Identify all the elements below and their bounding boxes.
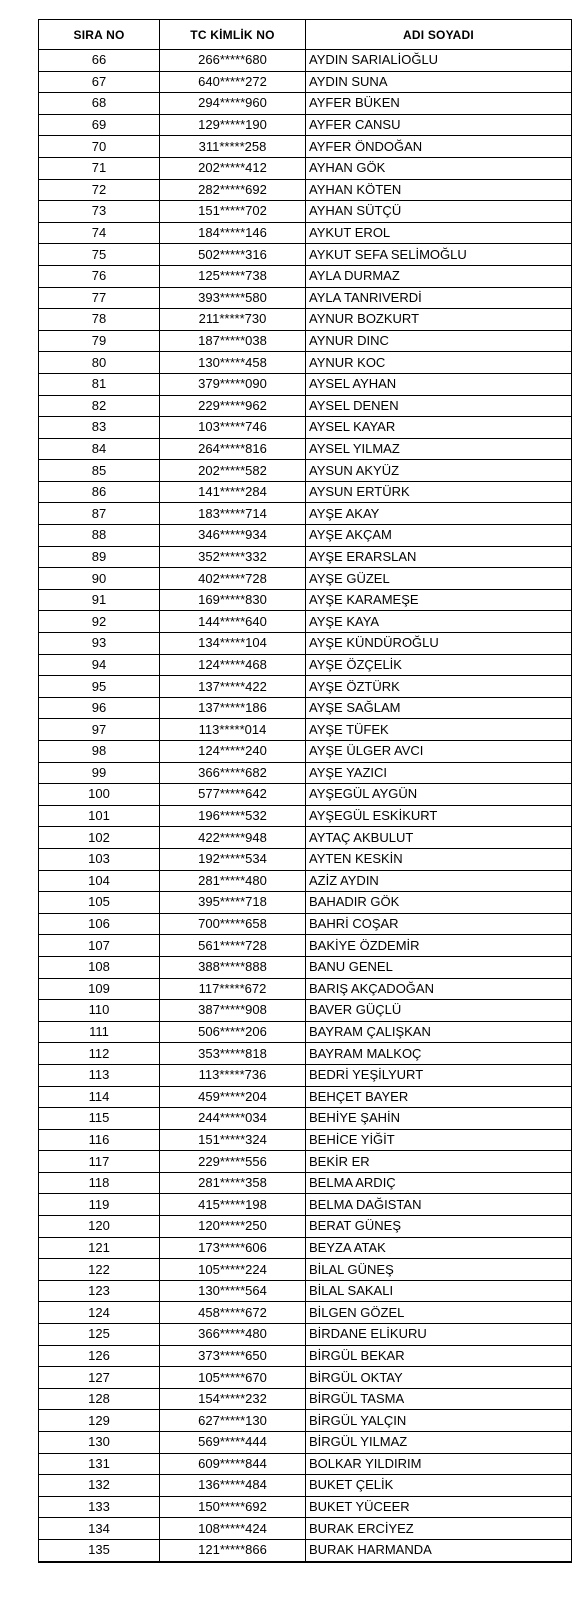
cell-adi-soyadi: AYŞE ÖZÇELİK (306, 654, 572, 676)
cell-sira-no: 93 (39, 633, 160, 655)
header-row (39, 20, 572, 50)
cell-sira-no: 114 (39, 1086, 160, 1108)
cell-sira-no: 68 (39, 93, 160, 115)
cell-sira-no: 67 (39, 71, 160, 93)
cell-tc-kimlik-no: 506*****206 (160, 1021, 306, 1043)
table-row (39, 309, 572, 331)
cell-adi-soyadi: AYŞE ÜLGER AVCI (306, 741, 572, 763)
table-row (39, 892, 572, 914)
cell-tc-kimlik-no: 229*****962 (160, 395, 306, 417)
cell-adi-soyadi: BİRGÜL TASMA (306, 1388, 572, 1410)
cell-tc-kimlik-no: 121*****866 (160, 1539, 306, 1561)
table-row (39, 1280, 572, 1302)
table-row (39, 741, 572, 763)
cell-adi-soyadi: AYLA DURMAZ (306, 265, 572, 287)
cell-tc-kimlik-no: 134*****104 (160, 633, 306, 655)
cell-sira-no: 76 (39, 265, 160, 287)
cell-sira-no: 96 (39, 697, 160, 719)
cell-tc-kimlik-no: 402*****728 (160, 568, 306, 590)
cell-adi-soyadi: AYDIN SUNA (306, 71, 572, 93)
cell-adi-soyadi: BANU GENEL (306, 956, 572, 978)
cell-tc-kimlik-no: 388*****888 (160, 956, 306, 978)
cell-sira-no: 133 (39, 1496, 160, 1518)
cell-adi-soyadi: BAYRAM ÇALIŞKAN (306, 1021, 572, 1043)
cell-tc-kimlik-no: 202*****582 (160, 460, 306, 482)
table-row (39, 784, 572, 806)
cell-sira-no: 104 (39, 870, 160, 892)
cell-tc-kimlik-no: 281*****358 (160, 1172, 306, 1194)
cell-sira-no: 110 (39, 1000, 160, 1022)
cell-tc-kimlik-no: 183*****714 (160, 503, 306, 525)
cell-tc-kimlik-no: 700*****658 (160, 913, 306, 935)
cell-tc-kimlik-no: 137*****186 (160, 697, 306, 719)
cell-tc-kimlik-no: 627*****130 (160, 1410, 306, 1432)
table-row (39, 589, 572, 611)
table-row (39, 848, 572, 870)
table-row (39, 1539, 572, 1561)
cell-adi-soyadi: BİLGEN GÖZEL (306, 1302, 572, 1324)
cell-sira-no: 98 (39, 741, 160, 763)
header-sira-no: SIRA NO (39, 20, 160, 50)
cell-tc-kimlik-no: 422*****948 (160, 827, 306, 849)
table-row (39, 525, 572, 547)
cell-sira-no: 107 (39, 935, 160, 957)
cell-sira-no: 131 (39, 1453, 160, 1475)
table-row (39, 935, 572, 957)
cell-tc-kimlik-no: 458*****672 (160, 1302, 306, 1324)
cell-adi-soyadi: AYŞEGÜL ESKİKURT (306, 805, 572, 827)
table-row (39, 568, 572, 590)
cell-sira-no: 81 (39, 373, 160, 395)
cell-sira-no: 73 (39, 201, 160, 223)
table-row (39, 93, 572, 115)
cell-adi-soyadi: BİRGÜL YILMAZ (306, 1432, 572, 1454)
table-row (39, 1043, 572, 1065)
cell-tc-kimlik-no: 137*****422 (160, 676, 306, 698)
cell-sira-no: 92 (39, 611, 160, 633)
cell-adi-soyadi: AYHAN KÖTEN (306, 179, 572, 201)
cell-sira-no: 106 (39, 913, 160, 935)
cell-sira-no: 99 (39, 762, 160, 784)
cell-sira-no: 127 (39, 1367, 160, 1389)
cell-tc-kimlik-no: 125*****738 (160, 265, 306, 287)
cell-adi-soyadi: BURAK HARMANDA (306, 1539, 572, 1561)
cell-sira-no: 83 (39, 417, 160, 439)
cell-adi-soyadi: BAVER GÜÇLÜ (306, 1000, 572, 1022)
cell-adi-soyadi: BEYZA ATAK (306, 1237, 572, 1259)
cell-tc-kimlik-no: 294*****960 (160, 93, 306, 115)
cell-tc-kimlik-no: 130*****564 (160, 1280, 306, 1302)
cell-adi-soyadi: AYKUT SEFA SELİMOĞLU (306, 244, 572, 266)
cell-tc-kimlik-no: 366*****682 (160, 762, 306, 784)
table-row (39, 1151, 572, 1173)
cell-tc-kimlik-no: 184*****146 (160, 222, 306, 244)
cell-adi-soyadi: BİRGÜL OKTAY (306, 1367, 572, 1389)
cell-tc-kimlik-no: 415*****198 (160, 1194, 306, 1216)
cell-sira-no: 66 (39, 50, 160, 72)
table-row (39, 460, 572, 482)
cell-tc-kimlik-no: 108*****424 (160, 1518, 306, 1540)
table-row (39, 287, 572, 309)
cell-tc-kimlik-no: 105*****224 (160, 1259, 306, 1281)
cell-sira-no: 79 (39, 330, 160, 352)
roster-table (38, 19, 572, 1563)
cell-sira-no: 111 (39, 1021, 160, 1043)
cell-adi-soyadi: BİRGÜL YALÇIN (306, 1410, 572, 1432)
cell-tc-kimlik-no: 211*****730 (160, 309, 306, 331)
cell-tc-kimlik-no: 577*****642 (160, 784, 306, 806)
cell-adi-soyadi: AYŞE ÖZTÜRK (306, 676, 572, 698)
cell-tc-kimlik-no: 282*****692 (160, 179, 306, 201)
cell-sira-no: 71 (39, 157, 160, 179)
cell-sira-no: 97 (39, 719, 160, 741)
cell-adi-soyadi: AYŞE GÜZEL (306, 568, 572, 590)
cell-adi-soyadi: AYŞE KARAMEŞE (306, 589, 572, 611)
cell-adi-soyadi: BERAT GÜNEŞ (306, 1216, 572, 1238)
cell-tc-kimlik-no: 150*****692 (160, 1496, 306, 1518)
cell-sira-no: 84 (39, 438, 160, 460)
cell-adi-soyadi: AYŞE KAYA (306, 611, 572, 633)
cell-adi-soyadi: AYŞE AKÇAM (306, 525, 572, 547)
table-row (39, 1000, 572, 1022)
table-row (39, 201, 572, 223)
cell-adi-soyadi: AYDIN SARIALİOĞLU (306, 50, 572, 72)
cell-sira-no: 94 (39, 654, 160, 676)
cell-adi-soyadi: AYNUR BOZKURT (306, 309, 572, 331)
cell-sira-no: 78 (39, 309, 160, 331)
cell-tc-kimlik-no: 196*****532 (160, 805, 306, 827)
cell-tc-kimlik-no: 229*****556 (160, 1151, 306, 1173)
cell-sira-no: 95 (39, 676, 160, 698)
table-body (39, 50, 572, 1562)
cell-sira-no: 123 (39, 1280, 160, 1302)
table-row (39, 1216, 572, 1238)
cell-adi-soyadi: AYHAN SÜTÇÜ (306, 201, 572, 223)
table-row (39, 503, 572, 525)
cell-sira-no: 89 (39, 546, 160, 568)
cell-adi-soyadi: AYFER CANSU (306, 114, 572, 136)
cell-tc-kimlik-no: 105*****670 (160, 1367, 306, 1389)
cell-tc-kimlik-no: 353*****818 (160, 1043, 306, 1065)
cell-tc-kimlik-no: 141*****284 (160, 481, 306, 503)
table-row (39, 870, 572, 892)
cell-sira-no: 102 (39, 827, 160, 849)
cell-tc-kimlik-no: 113*****736 (160, 1064, 306, 1086)
cell-sira-no: 126 (39, 1345, 160, 1367)
table-row (39, 50, 572, 72)
cell-tc-kimlik-no: 311*****258 (160, 136, 306, 158)
table-row (39, 1345, 572, 1367)
table-row (39, 1194, 572, 1216)
table-row (39, 956, 572, 978)
table-row (39, 373, 572, 395)
cell-tc-kimlik-no: 120*****250 (160, 1216, 306, 1238)
cell-sira-no: 124 (39, 1302, 160, 1324)
cell-adi-soyadi: AZİZ AYDIN (306, 870, 572, 892)
table-row (39, 1086, 572, 1108)
table-row (39, 1388, 572, 1410)
cell-tc-kimlik-no: 113*****014 (160, 719, 306, 741)
cell-adi-soyadi: BELMA DAĞISTAN (306, 1194, 572, 1216)
cell-adi-soyadi: AYLA TANRIVERDİ (306, 287, 572, 309)
cell-tc-kimlik-no: 144*****640 (160, 611, 306, 633)
cell-adi-soyadi: AYNUR DINC (306, 330, 572, 352)
cell-tc-kimlik-no: 561*****728 (160, 935, 306, 957)
cell-adi-soyadi: BUKET YÜCEER (306, 1496, 572, 1518)
cell-sira-no: 109 (39, 978, 160, 1000)
cell-adi-soyadi: BOLKAR YILDIRIM (306, 1453, 572, 1475)
cell-sira-no: 116 (39, 1129, 160, 1151)
table-row (39, 1237, 572, 1259)
cell-tc-kimlik-no: 130*****458 (160, 352, 306, 374)
cell-sira-no: 113 (39, 1064, 160, 1086)
cell-adi-soyadi: BİLAL SAKALI (306, 1280, 572, 1302)
cell-sira-no: 120 (39, 1216, 160, 1238)
cell-tc-kimlik-no: 151*****702 (160, 201, 306, 223)
cell-adi-soyadi: BİLAL GÜNEŞ (306, 1259, 572, 1281)
cell-sira-no: 105 (39, 892, 160, 914)
table-row (39, 762, 572, 784)
table-row (39, 913, 572, 935)
cell-sira-no: 128 (39, 1388, 160, 1410)
cell-adi-soyadi: BARIŞ AKÇADOĞAN (306, 978, 572, 1000)
cell-tc-kimlik-no: 192*****534 (160, 848, 306, 870)
cell-adi-soyadi: AYTAÇ AKBULUT (306, 827, 572, 849)
cell-adi-soyadi: BELMA ARDIÇ (306, 1172, 572, 1194)
cell-adi-soyadi: AYFER ÖNDOĞAN (306, 136, 572, 158)
table-row (39, 611, 572, 633)
cell-tc-kimlik-no: 393*****580 (160, 287, 306, 309)
table-header (39, 20, 572, 50)
table-row (39, 1021, 572, 1043)
cell-adi-soyadi: AYŞE SAĞLAM (306, 697, 572, 719)
cell-sira-no: 112 (39, 1043, 160, 1065)
cell-sira-no: 85 (39, 460, 160, 482)
cell-adi-soyadi: BEHÇET BAYER (306, 1086, 572, 1108)
cell-adi-soyadi: AYŞEGÜL AYGÜN (306, 784, 572, 806)
cell-tc-kimlik-no: 151*****324 (160, 1129, 306, 1151)
table-row (39, 719, 572, 741)
table-row (39, 481, 572, 503)
cell-sira-no: 72 (39, 179, 160, 201)
cell-tc-kimlik-no: 202*****412 (160, 157, 306, 179)
cell-sira-no: 101 (39, 805, 160, 827)
cell-adi-soyadi: AYŞE KÜNDÜROĞLU (306, 633, 572, 655)
cell-adi-soyadi: AYSEL YILMAZ (306, 438, 572, 460)
cell-adi-soyadi: BAHADIR GÖK (306, 892, 572, 914)
cell-tc-kimlik-no: 244*****034 (160, 1108, 306, 1130)
table-row (39, 352, 572, 374)
cell-adi-soyadi: BEHİCE YİĞİT (306, 1129, 572, 1151)
cell-sira-no: 91 (39, 589, 160, 611)
cell-sira-no: 108 (39, 956, 160, 978)
table-row (39, 1518, 572, 1540)
cell-adi-soyadi: AYFER BÜKEN (306, 93, 572, 115)
table-row (39, 265, 572, 287)
table-row (39, 1324, 572, 1346)
table-row (39, 978, 572, 1000)
table-row (39, 805, 572, 827)
table-row (39, 827, 572, 849)
cell-sira-no: 117 (39, 1151, 160, 1173)
cell-tc-kimlik-no: 103*****746 (160, 417, 306, 439)
cell-sira-no: 134 (39, 1518, 160, 1540)
cell-sira-no: 82 (39, 395, 160, 417)
cell-adi-soyadi: BİRDANE ELİKURU (306, 1324, 572, 1346)
header-tc-kimlik-no: TC KİMLİK NO (160, 20, 306, 50)
cell-sira-no: 130 (39, 1432, 160, 1454)
cell-sira-no: 100 (39, 784, 160, 806)
cell-adi-soyadi: AYNUR KOC (306, 352, 572, 374)
cell-tc-kimlik-no: 346*****934 (160, 525, 306, 547)
cell-tc-kimlik-no: 569*****444 (160, 1432, 306, 1454)
cell-adi-soyadi: AYSEL DENEN (306, 395, 572, 417)
cell-sira-no: 119 (39, 1194, 160, 1216)
cell-tc-kimlik-no: 136*****484 (160, 1475, 306, 1497)
cell-adi-soyadi: AYŞE TÜFEK (306, 719, 572, 741)
cell-tc-kimlik-no: 154*****232 (160, 1388, 306, 1410)
cell-adi-soyadi: AYSUN AKYÜZ (306, 460, 572, 482)
cell-sira-no: 129 (39, 1410, 160, 1432)
cell-sira-no: 118 (39, 1172, 160, 1194)
cell-tc-kimlik-no: 395*****718 (160, 892, 306, 914)
cell-tc-kimlik-no: 169*****830 (160, 589, 306, 611)
table-row (39, 1064, 572, 1086)
cell-adi-soyadi: BEKİR ER (306, 1151, 572, 1173)
cell-sira-no: 90 (39, 568, 160, 590)
cell-adi-soyadi: AYŞE AKAY (306, 503, 572, 525)
cell-adi-soyadi: AYSUN ERTÜRK (306, 481, 572, 503)
table-row (39, 1172, 572, 1194)
table-row (39, 179, 572, 201)
cell-sira-no: 125 (39, 1324, 160, 1346)
cell-adi-soyadi: BAYRAM MALKOÇ (306, 1043, 572, 1065)
cell-sira-no: 121 (39, 1237, 160, 1259)
header-adi-soyadi: ADI SOYADI (306, 20, 572, 50)
cell-tc-kimlik-no: 266*****680 (160, 50, 306, 72)
table-row (39, 395, 572, 417)
cell-tc-kimlik-no: 379*****090 (160, 373, 306, 395)
cell-tc-kimlik-no: 502*****316 (160, 244, 306, 266)
table-row (39, 697, 572, 719)
cell-tc-kimlik-no: 640*****272 (160, 71, 306, 93)
cell-adi-soyadi: BİRGÜL BEKAR (306, 1345, 572, 1367)
cell-tc-kimlik-no: 352*****332 (160, 546, 306, 568)
table-row (39, 244, 572, 266)
cell-tc-kimlik-no: 264*****816 (160, 438, 306, 460)
cell-sira-no: 77 (39, 287, 160, 309)
cell-sira-no: 75 (39, 244, 160, 266)
cell-tc-kimlik-no: 124*****240 (160, 741, 306, 763)
cell-sira-no: 74 (39, 222, 160, 244)
table-row (39, 1367, 572, 1389)
table-row (39, 1259, 572, 1281)
cell-tc-kimlik-no: 187*****038 (160, 330, 306, 352)
cell-adi-soyadi: AYSEL AYHAN (306, 373, 572, 395)
table-row (39, 633, 572, 655)
table-row (39, 71, 572, 93)
table-row (39, 417, 572, 439)
cell-adi-soyadi: BURAK ERCİYEZ (306, 1518, 572, 1540)
cell-tc-kimlik-no: 387*****908 (160, 1000, 306, 1022)
cell-tc-kimlik-no: 124*****468 (160, 654, 306, 676)
cell-tc-kimlik-no: 173*****606 (160, 1237, 306, 1259)
cell-sira-no: 70 (39, 136, 160, 158)
table-row (39, 1432, 572, 1454)
cell-sira-no: 135 (39, 1539, 160, 1561)
table-row (39, 157, 572, 179)
cell-adi-soyadi: AYŞE YAZICI (306, 762, 572, 784)
cell-sira-no: 87 (39, 503, 160, 525)
table-row (39, 114, 572, 136)
cell-adi-soyadi: AYŞE ERARSLAN (306, 546, 572, 568)
table-row (39, 1453, 572, 1475)
cell-adi-soyadi: BEDRİ YEŞİLYURT (306, 1064, 572, 1086)
cell-adi-soyadi: AYTEN KESKİN (306, 848, 572, 870)
table-row (39, 1410, 572, 1432)
cell-sira-no: 86 (39, 481, 160, 503)
cell-tc-kimlik-no: 459*****204 (160, 1086, 306, 1108)
table-row (39, 1496, 572, 1518)
cell-sira-no: 88 (39, 525, 160, 547)
cell-adi-soyadi: BAKİYE ÖZDEMİR (306, 935, 572, 957)
table-row (39, 222, 572, 244)
table-row (39, 1475, 572, 1497)
cell-sira-no: 80 (39, 352, 160, 374)
table-row (39, 1129, 572, 1151)
table-row (39, 136, 572, 158)
cell-sira-no: 132 (39, 1475, 160, 1497)
table-row (39, 654, 572, 676)
cell-sira-no: 122 (39, 1259, 160, 1281)
cell-adi-soyadi: BUKET ÇELİK (306, 1475, 572, 1497)
cell-adi-soyadi: BAHRİ COŞAR (306, 913, 572, 935)
cell-sira-no: 103 (39, 848, 160, 870)
cell-adi-soyadi: AYSEL KAYAR (306, 417, 572, 439)
table-row (39, 546, 572, 568)
cell-tc-kimlik-no: 373*****650 (160, 1345, 306, 1367)
cell-tc-kimlik-no: 117*****672 (160, 978, 306, 1000)
cell-sira-no: 69 (39, 114, 160, 136)
table-row (39, 438, 572, 460)
cell-sira-no: 115 (39, 1108, 160, 1130)
cell-tc-kimlik-no: 609*****844 (160, 1453, 306, 1475)
table-row (39, 1302, 572, 1324)
cell-tc-kimlik-no: 366*****480 (160, 1324, 306, 1346)
cell-tc-kimlik-no: 129*****190 (160, 114, 306, 136)
cell-tc-kimlik-no: 281*****480 (160, 870, 306, 892)
cell-adi-soyadi: AYKUT EROL (306, 222, 572, 244)
cell-adi-soyadi: AYHAN GÖK (306, 157, 572, 179)
cell-adi-soyadi: BEHİYE ŞAHİN (306, 1108, 572, 1130)
table-row (39, 1108, 572, 1130)
table-row (39, 676, 572, 698)
table-row (39, 330, 572, 352)
